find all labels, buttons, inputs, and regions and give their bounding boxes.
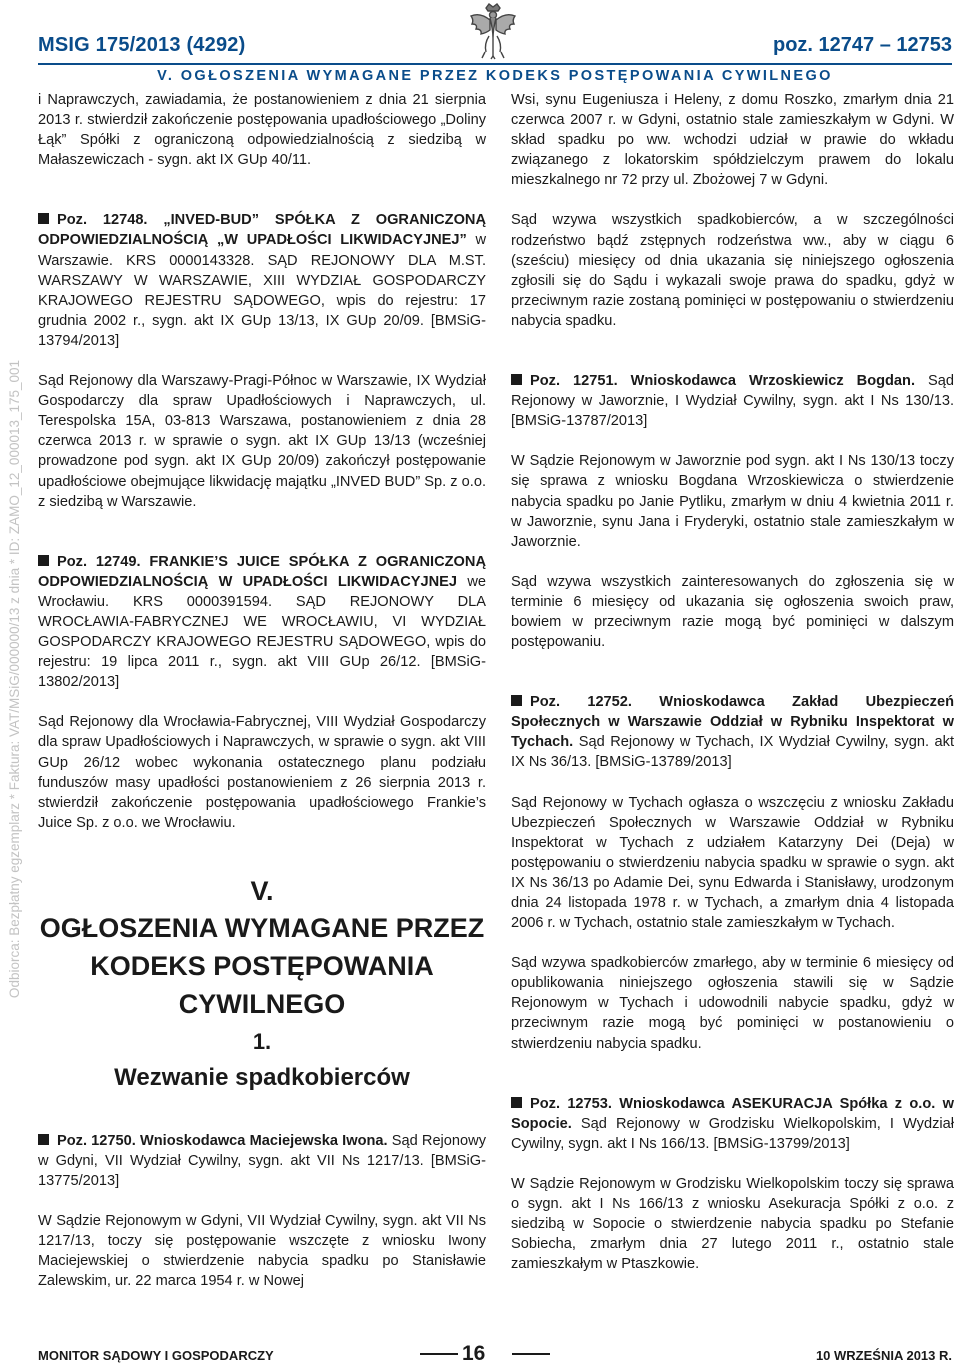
page-number-dash-right [512, 1353, 550, 1355]
page-footer [38, 1342, 952, 1366]
entry-12749-header: Poz. 12749. FRANKIE’S JUICE SPÓŁKA Z OGRANICZONĄ ODPOWIEDZIALNOŚCIĄ W UPADŁOŚCI LIKWIDACYJNEJ we Wrocławiu. KRS 0000391594. SĄD REJONOWY DLA WROCŁAWIA-FABRYCZNEJ WE WROCŁAWIU, VI WYDZIAŁ GOSPODARCZY KRAJOWEGO REJESTRU SĄDOWEGO, wpis do rejestru: 19 lipca 2011 r., sygn. akt VIII GUp 26/12. [BMSiG-13802/2013] [38, 553, 486, 691]
entry-12748-header: Poz. 12748. „INVED-BUD” SPÓŁKA Z OGRANICZONĄ ODPOWIEDZIALNOŚCIĄ „W UPADŁOŚCI LIKWIDACYJNEJ” w Warszawie. KRS 0000143328. SĄD REJONOWY DLA M.ST. WARSZAWY W WARSZAWIE, XIII WYDZIAŁ GOSPODARCZY KRAJOWEGO REJESTRU SĄDOWEGO, wpis do rejestru: 17 grudnia 2002 r., sygn. akt IX GUp 13/13, IX GUp 20/09. [BMSiG-13794/2013] [38, 212, 486, 349]
entry-12748-body: Sąd Rejonowy dla Warszawy-Pragi-Północ w Warszawie, IX Wydział Gospodarczy dla spraw Upadłościowych i Naprawczych, ul. Terespolska 15A, 03-813 Warszawa, postanowieniem z dnia 28 czerwca 2013 r. w sprawie o sygn. akt IX GUp 13/13 (wcześniej prowadzone pod sygn. akt IX GUp 20/09) zakończył postępowanie upadłościowe obejmujące likwidację majątku „INVED BUD” Sp. z o.o. z siedzibą w Warszawie. [38, 373, 486, 510]
continuation-paragraph-right: Wsi, synu Eugeniusza i Heleny, z domu Roszko, zmarłym dnia 21 czerwca 2007 r. w Gdyni, ostatnio stale zamieszkałym w Gdyni. W skład spadku po ww. wchodzi udział w prawie do wkładu związanego z lokatorskim spółdzielczym prawem do lokalu mieszkalnego nr 72 przy ul. Zbożowej 7 w Gdyni. [511, 92, 954, 189]
bullet-square-icon [38, 1134, 49, 1145]
subsection-title: Wezwanie spadkobierców [114, 1063, 410, 1091]
bullet-square-icon [511, 374, 522, 385]
bullet-square-icon [38, 213, 49, 224]
entry-12750-header: Poz. 12750. Wnioskodawca Maciejewska Iwona. Sąd Rejonowy w Gdyni, VII Wydział Cywilny, sygn. akt VII Ns 1217/13. [BMSiG-13775/2013] [38, 1132, 486, 1190]
entry-12749-body: Sąd Rejonowy dla Wrocławia-Fabrycznej, VIII Wydział Gospodarczy dla spraw Upadłościowych i Naprawczych, w sprawie o sygn. akt VIII GUp 26/12 wobec wykonania ostatecznego planu podziału funduszów masy upadłości postanowieniem z 26 sierpnia 2013 r. stwierdził zakończenie postępowania upadłościowego Frankie’s Juice Sp. z o.o. we Wrocławiu. [38, 714, 486, 831]
entry-12752-call: Sąd wzywa spadkobierców zmarłego, aby w terminie 6 miesięcy od opublikowania niniejszego ogłoszenia stawili się w Sądzie Rejonowym w Tychach i udowodnili nabycie spadku, gdyż w przeciwnym razie mogą być pominięci w postanowieniu o stwierdzeniu nabycia spadku. [511, 955, 954, 1052]
continuation-paragraph: i Naprawczych, zawiadamia, że postanowieniem z dnia 21 sierpnia 2013 r. stwierdził zakończenie postępowania upadłościowego „Doliny Łąk” Spółki z ograniczoną odpowiedzialnością z siedzibą w Małaszewiczach - sygn. akt IX GUp 40/11. [38, 92, 486, 169]
entry-12753-body: W Sądzie Rejonowym w Grodzisku Wielkopolskim toczy się sprawa o sygn. akt I Ns 166/13 z wniosku Asekuracja Spółki z o.o. z siedzibą w Sopocie o stwierdzenie nabycia spadku po Stefanie Sobiecha, zmarłym dnia 27 lutego 2011 r., ostatnio stale zamieszkałym w Ptaszkowie. [511, 1175, 954, 1273]
entry-12752-body: Sąd Rejonowy w Tychach ogłasza o wszczęciu z wniosku Zakładu Ubezpieczeń Społecznych w Warszawie Oddział w Rybniku Inspektorat w Tychach z udziałem Katarzyny Dei (Deja) w postępowaniu o stwierdzeniu nabycia spadku w sprawie o sygn. akt IX Ns 36/13 po Adamie Dei, synu Edwarda i Stanisławy, urodzonym dnia 24 listopada 1978 r. w Tychach, a zmarłym dnia 4 listopada 2006 r. w Tychach, ostatnio stale zamieszkałym w Tychach. [511, 794, 954, 932]
heirs-call-paragraph: Sąd wzywa wszystkich spadkobierców, a w szczególności rodzeństwo bądź zstępnych rodzeństwa ww., aby w ciągu 6 (sześciu) miesięcy od dnia ukazania się niniejszego ogłoszenia zgłosili się do Sądu i wykazali swoje prawa do spadku, gdyż w przeciwnym razie zostaną pominięci w postępowaniu o stwierdzeniu nabycia spadku. [511, 212, 954, 329]
issue-date: 10 WRZEŚNIA 2013 R. [815, 1348, 952, 1363]
entry-12751-call: Sąd wzywa wszystkich zainteresowanych do zgłoszenia się w terminie 6 miesięcy od ukazania się ogłoszenia swoich praw, bowiem w przeciwnym razie mogą być pominięci w dalszym postępowaniu. [511, 573, 954, 651]
polish-eagle-emblem-icon [468, 2, 518, 60]
page-number: 16 [462, 1342, 486, 1365]
entry-12752-header: Poz. 12752. Wnioskodawca Zakład Ubezpieczeń Społecznych w Warszawie Oddział w Rybniku Inspektorat w Tychach. Sąd Rejonowy w Tychach, IX Wydział Cywilny, sygn. akt IX Ns 36/13. [BMSiG-13789/2013] [511, 694, 954, 771]
header-rule [38, 63, 952, 65]
section-title: OGŁOSZENIA WYMAGANE PRZEZ KODEKS POSTĘPOWANIA CYWILNEGO [39, 912, 485, 1019]
entry-12750-body: W Sądzie Rejonowym w Gdyni, VII Wydział Cywilny, sygn. akt VII Ns 1217/13, toczy się postępowanie wszczęte z wniosku Iwony Maciejewskiej o stwierdzenie nabycia spadku po Stanisławie Zalewskim, ur. 22 marca 1954 r. w Nowej [38, 1213, 486, 1290]
publication-name: MONITOR SĄDOWY I GOSPODARCZY [38, 1348, 274, 1363]
bullet-square-icon [511, 695, 522, 706]
position-range: poz. 12747 – 12753 [772, 34, 952, 56]
journal-issue: MSIG 175/2013 (4292) [38, 34, 246, 56]
bullet-square-icon [38, 555, 49, 566]
section-number: V. [250, 875, 274, 906]
bullet-square-icon [511, 1097, 522, 1108]
entry-12751-header: Poz. 12751. Wnioskodawca Wrzoskiewicz Bogdan. Sąd Rejonowy w Jaworznie, I Wydział Cywilny, sygn. akt I Ns 130/13. [BMSiG-13787/2013] [511, 373, 954, 430]
section-header: V. OGŁOSZENIA WYMAGANE PRZEZ KODEKS POSTĘPOWANIA CYWILNEGO [157, 68, 833, 84]
left-column [38, 90, 486, 1292]
page-number-dash-left [420, 1353, 458, 1355]
recipient-watermark: Odbiorca: Bezpłatny egzemplarz * Faktura: VAT/MSiG/000000/13 z dnia * ID: ZAMO_12_000013_175_001 [7, 359, 22, 999]
subsection-number: 1. [252, 1028, 272, 1054]
entry-12753-header: Poz. 12753. Wnioskodawca ASEKURACJA Spółka z o.o. w Sopocie. Sąd Rejonowy w Grodzisku Wielkopolskim, I Wydział Cywilny, sygn. akt I Ns 166/13. [BMSiG-13799/2013] [511, 1095, 954, 1152]
right-column [511, 90, 954, 1274]
entry-12751-body: W Sądzie Rejonowym w Jaworznie pod sygn. akt I Ns 130/13 toczy się sprawa z wniosku Bogdana Wrzoskiewicza o stwierdzenie nabycia spadku po Janie Pytliku, zmarłym w dniu 4 kwietnia 2011 r. w Jaworznie, synu Jana i Fryderyki, ostatnio stale zamieszkałym w Jaworznie. [511, 453, 954, 550]
